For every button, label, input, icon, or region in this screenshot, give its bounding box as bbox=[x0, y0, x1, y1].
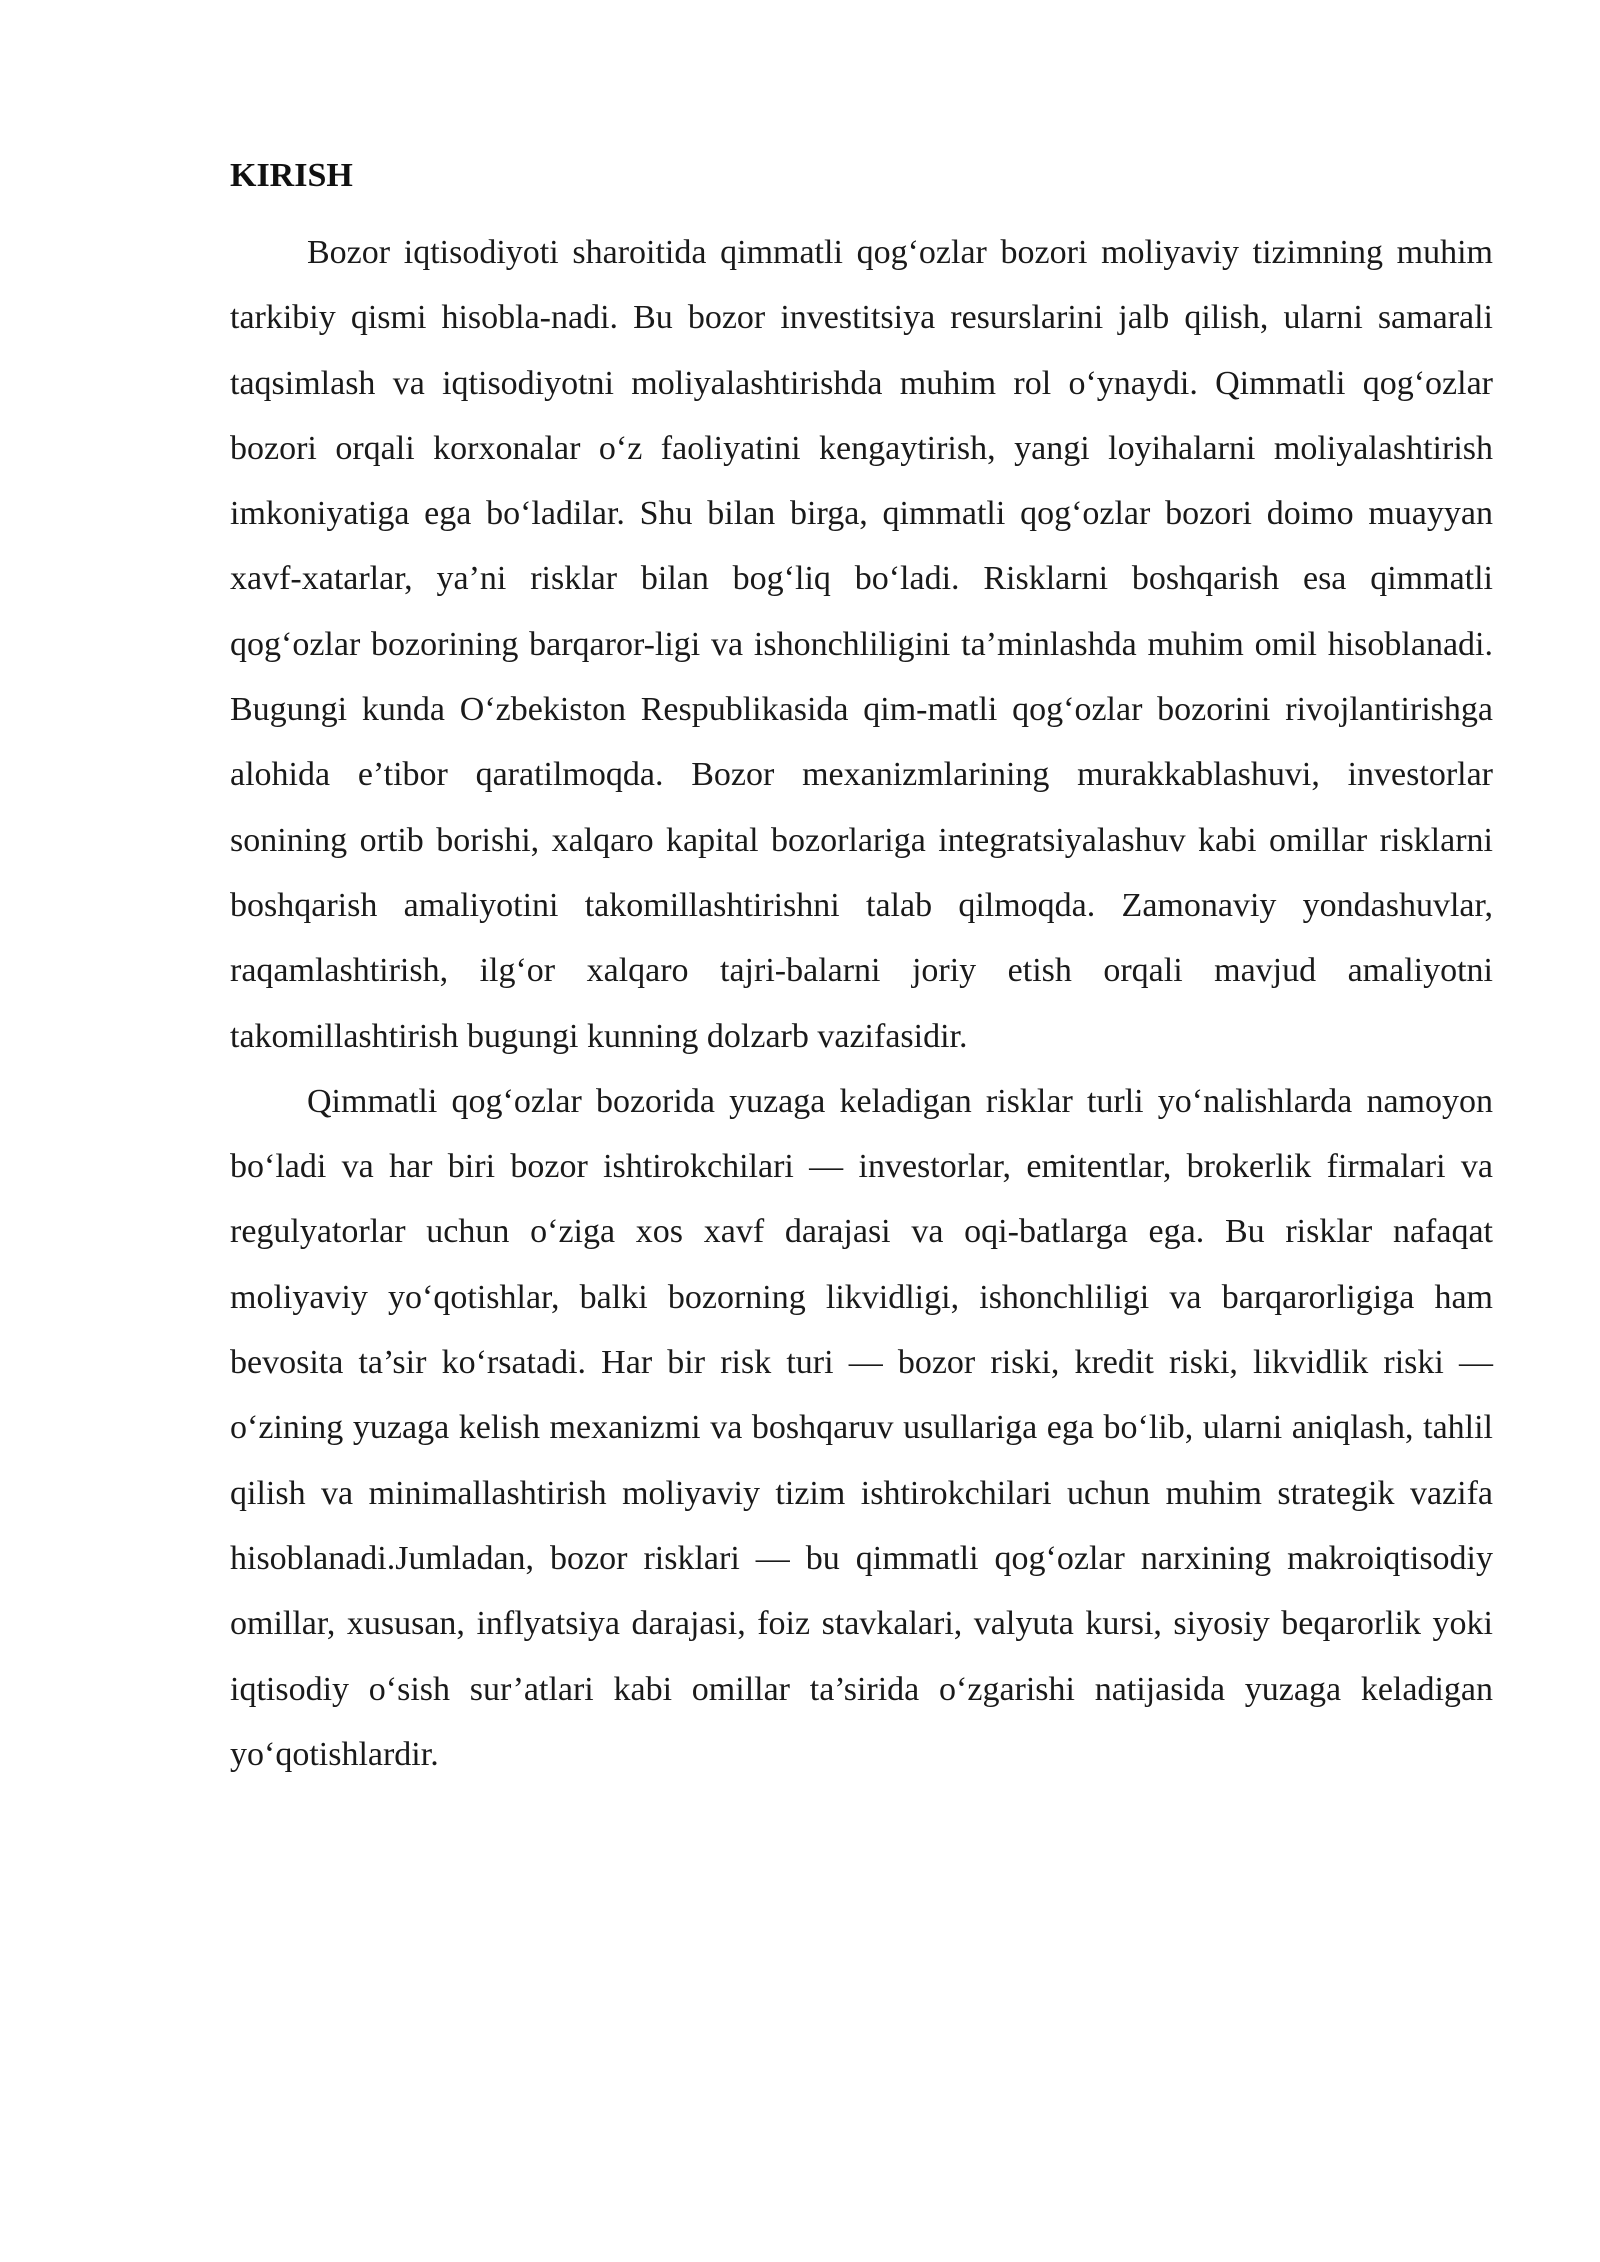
paragraph-risks: Qimmatli qog‘ozlar bozorida yuzaga keladigan risklar turli yo‘nalishlarda namoyon bo‘ladi va har biri bozor ishtirokchilari — investorlar, emitentlar, brokerlik firmalari va regulyatorlar uchun o‘ziga xos xavf darajasi va oqi-batlarga ega. Bu risklar nafaqat moliyaviy yo‘qotishlar, balki bozorning likvidligi, ishonchliligi va barqarorligiga ham bevosita ta’sir ko‘rsatadi. Har bir risk turi — bozor riski, kredit riski, likvidlik riski — o‘zining yuzaga kelish mexanizmi va boshqaruv usullariga ega bo‘lib, ularni aniqlash, tahlil qilish va minimallashtirish moliyaviy tizim ishtirokchilari uchun muhim strategik vazifa hisoblanadi.Jumladan, bozor risklari — bu qimmatli qog‘ozlar narxining makroiqtisodiy omillar, xususan, inflyatsiya darajasi, foiz stavkalari, valyuta kursi, siyosiy beqarorlik yoki iqtisodiy o‘sish sur’atlari kabi omillar ta’sirida o‘zgarishi natijasida yuzaga keladigan yo‘qotishlardir. bbox=[230, 1082, 1493, 1773]
section-heading: KIRISH bbox=[230, 157, 353, 194]
page-content bbox=[230, 150, 1493, 1787]
paragraph-intro: Bozor iqtisodiyoti sharoitida qimmatli qog‘ozlar bozori moliyaviy tizimning muhim tarkibiy qismi hisobla-nadi. Bu bozor investitsiya resurslarini jalb qilish, ularni samarali taqsimlash va iqtisodiyotni moliyalashtirishda muhim rol o‘ynaydi. Qimmatli qog‘ozlar bozori orqali korxonalar o‘z faoliyatini kengaytirish, yangi loyihalarni moliyalashtirish imkoniyatiga ega bo‘ladilar. Shu bilan birga, qimmatli qog‘ozlar bozori doimo muayyan xavf-xatarlar, ya’ni risklar bilan bog‘liq bo‘ladi. Risklarni boshqarish esa qimmatli qog‘ozlar bozorining barqaror-ligi va ishonchliligini ta’minlashda muhim omil hisoblanadi. Bugungi kunda O‘zbekiston Respublikasida qim-matli qog‘ozlar bozorini rivojlantirishga alohida e’tibor qaratilmoqda. Bozor mexanizmlarining murakkablashuvi, investorlar sonining ortib borishi, xalqaro kapital bozorlariga integratsiyalashuv kabi omillar risklarni boshqarish amaliyotini takomillashtirishni talab qilmoqda. Zamonaviy yondashuvlar, raqamlashtirish, ilg‘or xalqaro tajri-balarni joriy etish orqali mavjud amaliyotni takomillashtirish bugungi kunning dolzarb vazifasidir. bbox=[230, 234, 1493, 1055]
